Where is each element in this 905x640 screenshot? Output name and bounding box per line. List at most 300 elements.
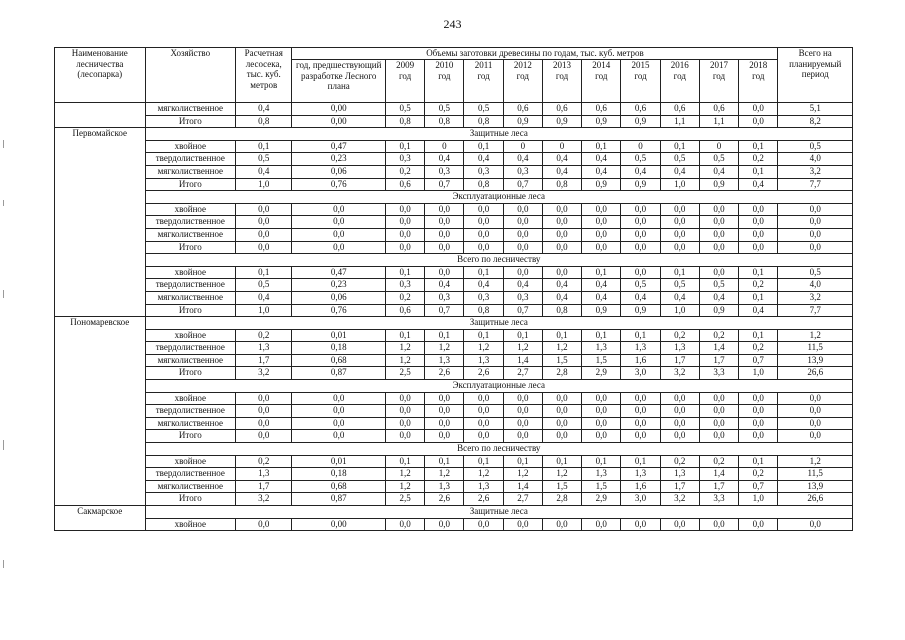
volume-value: 0,18: [292, 342, 386, 355]
volume-value: 0,0: [464, 241, 503, 254]
table-row: [55, 241, 853, 254]
volume-value: 0,1: [582, 266, 621, 279]
volume-value: 0,87: [292, 493, 386, 506]
volume-value: 0,0: [292, 203, 386, 216]
volume-value: 0,0: [236, 417, 292, 430]
volume-value: 0,0: [503, 430, 542, 443]
volume-value: 1,3: [660, 342, 699, 355]
volume-value: 0,0: [699, 417, 738, 430]
volume-value: 0,2: [699, 329, 738, 342]
volume-value: 1,7: [699, 354, 738, 367]
table-row: [55, 354, 853, 367]
forest-category-heading: Эксплуатационные леса: [145, 380, 852, 393]
table-row: [55, 266, 853, 279]
table-row: [55, 140, 853, 153]
total-value: 0,0: [778, 241, 853, 254]
volume-value: 0,4: [542, 291, 581, 304]
volume-value: 0,3: [386, 279, 425, 292]
section-row: [55, 191, 853, 204]
volume-value: 1,4: [503, 354, 542, 367]
farm-type: мягколиственное: [145, 417, 236, 430]
volume-value: 0,1: [503, 455, 542, 468]
volume-value: 0,4: [425, 153, 464, 166]
volume-value: 0,6: [386, 178, 425, 191]
volume-value: 0,2: [699, 455, 738, 468]
farm-type: мягколиственное: [145, 228, 236, 241]
volume-value: 0,9: [542, 115, 581, 128]
volume-value: 0,0: [236, 203, 292, 216]
total-value: 0,0: [778, 392, 853, 405]
volume-value: 0,87: [292, 367, 386, 380]
volume-value: 0,5: [236, 279, 292, 292]
header-volumes-group: Объемы заготовки древесины по годам, тыс. куб. метров: [292, 48, 778, 60]
table-row: [55, 493, 853, 506]
volume-value: 0,6: [503, 103, 542, 116]
volume-value: 0,2: [739, 153, 778, 166]
volume-value: 0,06: [292, 291, 386, 304]
table-row: [55, 468, 853, 481]
volume-value: 0,7: [425, 304, 464, 317]
table-row: [55, 392, 853, 405]
volume-value: 0,1: [582, 140, 621, 153]
volume-value: 1,0: [236, 304, 292, 317]
volume-value: 0,0: [292, 241, 386, 254]
volume-value: 2,6: [425, 367, 464, 380]
farm-type: Итого: [145, 178, 236, 191]
volume-value: 1,7: [236, 354, 292, 367]
volume-value: 0,0: [739, 203, 778, 216]
volume-value: 0,7: [503, 178, 542, 191]
volume-value: 0,4: [503, 153, 542, 166]
volume-value: 0,8: [425, 115, 464, 128]
volume-value: 0,0: [621, 417, 660, 430]
farm-type: мягколиственное: [145, 291, 236, 304]
total-value: 11,5: [778, 342, 853, 355]
volume-value: 0,5: [621, 153, 660, 166]
volume-value: 0,0: [739, 228, 778, 241]
farm-type: твердолиственное: [145, 153, 236, 166]
volume-value: 1,2: [503, 468, 542, 481]
farm-type: хвойное: [145, 203, 236, 216]
farm-type: мягколиственное: [145, 480, 236, 493]
volume-value: 0,7: [739, 354, 778, 367]
volume-value: 0,6: [386, 304, 425, 317]
volume-value: 0,0: [739, 241, 778, 254]
total-value: 11,5: [778, 468, 853, 481]
volume-value: 0,0: [621, 228, 660, 241]
total-value: 0,5: [778, 140, 853, 153]
volume-value: 1,4: [699, 468, 738, 481]
volume-value: 0,1: [386, 140, 425, 153]
volume-value: 0,0: [739, 417, 778, 430]
table-row: [55, 115, 853, 128]
volume-value: 0,0: [542, 241, 581, 254]
volume-value: 1,0: [739, 493, 778, 506]
volume-value: 1,5: [542, 480, 581, 493]
volume-value: 0,8: [542, 178, 581, 191]
volume-value: 0,0: [292, 216, 386, 229]
volume-value: 0,5: [386, 103, 425, 116]
volume-value: 2,5: [386, 367, 425, 380]
volume-value: 0,3: [503, 291, 542, 304]
volume-value: 0,0: [503, 241, 542, 254]
volume-value: 0,4: [236, 165, 292, 178]
volume-value: 0,23: [292, 279, 386, 292]
volume-value: 0,1: [425, 455, 464, 468]
volume-value: 0,0: [621, 405, 660, 418]
volume-value: 0,0: [739, 518, 778, 531]
volume-value: 0,9: [621, 304, 660, 317]
header-year-2010: 2010 год: [425, 60, 464, 103]
volume-value: 0,1: [582, 455, 621, 468]
volume-value: 0,0: [621, 518, 660, 531]
volume-value: 1,3: [425, 354, 464, 367]
volume-value: 0,5: [621, 279, 660, 292]
header-farm: Хозяйство: [145, 48, 236, 103]
volume-value: 0,0: [582, 392, 621, 405]
volume-value: 0,1: [739, 140, 778, 153]
farm-type: Итого: [145, 430, 236, 443]
page-number: 243: [443, 17, 462, 31]
volume-value: 0,0: [582, 241, 621, 254]
volume-value: 0,0: [660, 228, 699, 241]
volume-value: 0,47: [292, 140, 386, 153]
volume-value: 2,6: [425, 493, 464, 506]
volume-value: 0,0: [425, 405, 464, 418]
volume-value: 0,0: [386, 241, 425, 254]
volume-value: 0,0: [464, 518, 503, 531]
volume-value: 0,0: [542, 518, 581, 531]
table-row: [55, 228, 853, 241]
volume-value: 1,3: [425, 480, 464, 493]
volume-value: 0,4: [236, 103, 292, 116]
total-value: 0,0: [778, 430, 853, 443]
volume-value: 1,7: [699, 480, 738, 493]
volume-value: 0,0: [425, 241, 464, 254]
volume-value: 0,8: [386, 115, 425, 128]
volume-value: 0,4: [582, 291, 621, 304]
volume-value: 0,1: [425, 329, 464, 342]
volume-value: 1,3: [660, 468, 699, 481]
volume-value: 0,1: [464, 455, 503, 468]
volume-value: 0: [699, 140, 738, 153]
farm-type: хвойное: [145, 140, 236, 153]
farm-type: Итого: [145, 115, 236, 128]
volume-value: 0,6: [542, 103, 581, 116]
volume-value: 2,7: [503, 367, 542, 380]
header-year-2013: 2013 год: [542, 60, 581, 103]
volume-value: 0,0: [660, 518, 699, 531]
volume-value: 0,9: [621, 178, 660, 191]
total-value: 13,9: [778, 480, 853, 493]
table-row: [55, 342, 853, 355]
volume-value: 0,9: [503, 115, 542, 128]
total-value: 3,2: [778, 165, 853, 178]
volume-value: 0,4: [464, 279, 503, 292]
volume-value: 0,4: [582, 165, 621, 178]
volume-value: 1,2: [425, 468, 464, 481]
volume-value: 0,68: [292, 480, 386, 493]
volume-value: 0,0: [542, 203, 581, 216]
table-row: [55, 417, 853, 430]
volume-value: 1,3: [236, 342, 292, 355]
volume-value: 0,0: [621, 216, 660, 229]
header-forestry: Наименование лесничества (лесопарка): [55, 48, 146, 103]
farm-type: мягколиственное: [145, 165, 236, 178]
section-row: [55, 506, 853, 519]
forestry-name: Первомайское: [55, 128, 146, 317]
volume-value: 1,3: [464, 480, 503, 493]
volume-value: 0,1: [739, 455, 778, 468]
volume-value: 0,0: [621, 392, 660, 405]
volume-value: 1,4: [503, 480, 542, 493]
volume-value: 0,4: [699, 165, 738, 178]
volume-value: 1,2: [542, 468, 581, 481]
volume-value: 1,1: [660, 115, 699, 128]
volume-value: 0,0: [542, 417, 581, 430]
volume-value: 2,7: [503, 493, 542, 506]
volume-value: 0,00: [292, 115, 386, 128]
volume-value: 0,5: [464, 103, 503, 116]
volume-value: 1,7: [660, 354, 699, 367]
header-cutting-area: Расчетная лесосека, тыс. куб. метров: [236, 48, 292, 103]
volume-value: 0,0: [542, 430, 581, 443]
volume-value: 0,0: [739, 392, 778, 405]
volume-value: 0,2: [739, 279, 778, 292]
volume-value: 0,0: [386, 228, 425, 241]
volume-value: 0,0: [739, 430, 778, 443]
table-body: [55, 103, 853, 531]
volume-value: 0,0: [292, 392, 386, 405]
volume-value: 0,5: [660, 153, 699, 166]
volume-value: 0,1: [386, 455, 425, 468]
volume-value: 0,0: [621, 241, 660, 254]
volume-value: 0,0: [660, 417, 699, 430]
table-row: [55, 216, 853, 229]
volume-value: 0,0: [699, 266, 738, 279]
volume-value: 1,2: [464, 342, 503, 355]
volume-value: 0,0: [292, 228, 386, 241]
volume-value: 1,3: [621, 468, 660, 481]
volume-value: 2,5: [386, 493, 425, 506]
header-prev-year: год, предшествующий разработке Лесного плана: [292, 60, 386, 103]
forest-category-heading: Всего по лесничеству: [145, 254, 852, 267]
volume-value: 0,0: [236, 430, 292, 443]
volume-value: 0,1: [464, 329, 503, 342]
volume-value: 0,0: [425, 392, 464, 405]
table-row: [55, 480, 853, 493]
volume-value: 0,0: [699, 518, 738, 531]
header-year-2017: 2017 год: [699, 60, 738, 103]
volume-value: 0,5: [660, 279, 699, 292]
volume-value: 1,2: [386, 468, 425, 481]
volume-value: 0,4: [236, 291, 292, 304]
table-row: [55, 103, 853, 116]
total-value: 7,7: [778, 304, 853, 317]
header-year-2014: 2014 год: [582, 60, 621, 103]
section-row: [55, 317, 853, 330]
volume-value: 0,2: [660, 329, 699, 342]
volume-value: 0,76: [292, 304, 386, 317]
volume-value: 0,0: [542, 392, 581, 405]
total-value: 0,0: [778, 228, 853, 241]
volume-value: 1,7: [660, 480, 699, 493]
volume-value: 3,2: [660, 367, 699, 380]
header-year-2016: 2016 год: [660, 60, 699, 103]
volume-value: 0,0: [503, 518, 542, 531]
volume-value: 0,1: [542, 455, 581, 468]
volume-value: 0,0: [739, 216, 778, 229]
volume-value: 0,0: [582, 417, 621, 430]
table-row: [55, 279, 853, 292]
total-value: 0,0: [778, 518, 853, 531]
volume-value: 3,3: [699, 493, 738, 506]
total-value: 1,2: [778, 455, 853, 468]
header-year-2015: 2015 год: [621, 60, 660, 103]
farm-type: твердолиственное: [145, 216, 236, 229]
table-row: [55, 178, 853, 191]
section-row: [55, 254, 853, 267]
volume-value: 0,3: [425, 291, 464, 304]
volume-value: 0,2: [739, 342, 778, 355]
volume-value: 0,0: [739, 115, 778, 128]
volume-value: 0,2: [739, 468, 778, 481]
volume-value: 3,2: [236, 493, 292, 506]
section-row: [55, 128, 853, 141]
volume-value: 0,0: [739, 103, 778, 116]
volume-value: 0,5: [699, 279, 738, 292]
table-row: [55, 405, 853, 418]
volume-value: 0,3: [386, 153, 425, 166]
volume-value: 0,00: [292, 103, 386, 116]
total-value: 0,0: [778, 203, 853, 216]
volume-value: 0,0: [464, 216, 503, 229]
volume-value: 0,0: [699, 430, 738, 443]
table-row: [55, 165, 853, 178]
volume-value: 0,0: [503, 405, 542, 418]
volume-value: 1,2: [386, 342, 425, 355]
volume-value: 0,0: [699, 228, 738, 241]
volume-value: 0,3: [464, 165, 503, 178]
volume-value: 0,8: [236, 115, 292, 128]
volume-value: 0,0: [621, 203, 660, 216]
volume-value: 0,0: [582, 216, 621, 229]
volume-value: 0,0: [292, 430, 386, 443]
volume-value: 0,0: [503, 392, 542, 405]
forest-category-heading: Эксплуатационные леса: [145, 191, 852, 204]
volume-value: 0,7: [425, 178, 464, 191]
volume-value: 0: [425, 140, 464, 153]
volume-value: 0,0: [542, 228, 581, 241]
volume-value: 1,3: [236, 468, 292, 481]
volume-value: 0,0: [699, 241, 738, 254]
volume-value: 0,0: [464, 392, 503, 405]
volume-value: 0,0: [236, 392, 292, 405]
volume-value: 0,0: [292, 417, 386, 430]
volume-value: 0,1: [621, 455, 660, 468]
volume-value: 0,1: [739, 266, 778, 279]
farm-type: Итого: [145, 367, 236, 380]
volume-value: 0,68: [292, 354, 386, 367]
volume-value: 0,0: [386, 417, 425, 430]
volume-value: 0,4: [503, 279, 542, 292]
volume-value: 0,01: [292, 455, 386, 468]
volume-value: 0,0: [542, 405, 581, 418]
volume-value: 0,0: [503, 216, 542, 229]
volume-value: 0,8: [464, 304, 503, 317]
section-row: [55, 443, 853, 456]
volume-value: 0,0: [582, 405, 621, 418]
volume-value: 0,0: [582, 228, 621, 241]
forestry-name: Пономаревское: [55, 317, 146, 506]
volume-value: 0,0: [464, 430, 503, 443]
volume-value: 0,4: [464, 153, 503, 166]
farm-type: хвойное: [145, 392, 236, 405]
volume-value: 0,0: [582, 203, 621, 216]
volume-value: 0,0: [542, 266, 581, 279]
total-value: 0,0: [778, 216, 853, 229]
volume-value: 0,0: [386, 430, 425, 443]
table-row: [55, 329, 853, 342]
volume-value: 0,0: [739, 405, 778, 418]
volume-value: 0,2: [386, 165, 425, 178]
farm-type: твердолиственное: [145, 279, 236, 292]
volume-value: 0,9: [582, 304, 621, 317]
volume-value: 1,2: [503, 342, 542, 355]
volume-value: 0,0: [236, 518, 292, 531]
volume-value: 0,0: [660, 216, 699, 229]
farm-type: твердолиственное: [145, 405, 236, 418]
volume-value: 0,0: [425, 518, 464, 531]
volume-value: 2,8: [542, 367, 581, 380]
volume-value: 0,0: [386, 216, 425, 229]
farm-type: Итого: [145, 241, 236, 254]
volume-value: 0,4: [739, 304, 778, 317]
volume-value: 0,0: [503, 417, 542, 430]
volume-value: 0,0: [503, 266, 542, 279]
volume-value: 1,7: [236, 480, 292, 493]
volume-value: 0,0: [236, 228, 292, 241]
volume-value: 0,4: [582, 153, 621, 166]
volume-value: 0,0: [621, 430, 660, 443]
volume-value: 0,0: [425, 228, 464, 241]
volume-value: 1,0: [739, 367, 778, 380]
volume-value: 1,6: [621, 480, 660, 493]
forestry-cell: [55, 103, 146, 128]
volume-value: 0,2: [386, 291, 425, 304]
volume-value: 0,1: [739, 329, 778, 342]
volume-value: 0,5: [236, 153, 292, 166]
volume-value: 0,6: [660, 103, 699, 116]
volume-value: 1,3: [464, 354, 503, 367]
volume-value: 0,8: [464, 115, 503, 128]
total-value: 26,6: [778, 367, 853, 380]
volume-value: 1,2: [464, 468, 503, 481]
volume-value: 0,23: [292, 153, 386, 166]
harvest-volume-table: [54, 47, 853, 531]
volume-value: 0,9: [582, 115, 621, 128]
farm-type: мягколиственное: [145, 103, 236, 116]
table-row: [55, 153, 853, 166]
volume-value: 0,0: [542, 216, 581, 229]
farm-type: Итого: [145, 304, 236, 317]
volume-value: 0,0: [699, 392, 738, 405]
volume-value: 2,8: [542, 493, 581, 506]
header-total: Всего на планируемый период: [778, 48, 853, 103]
volume-value: 0,1: [503, 329, 542, 342]
volume-value: 0,0: [464, 203, 503, 216]
forest-category-heading: Защитные леса: [145, 506, 852, 519]
